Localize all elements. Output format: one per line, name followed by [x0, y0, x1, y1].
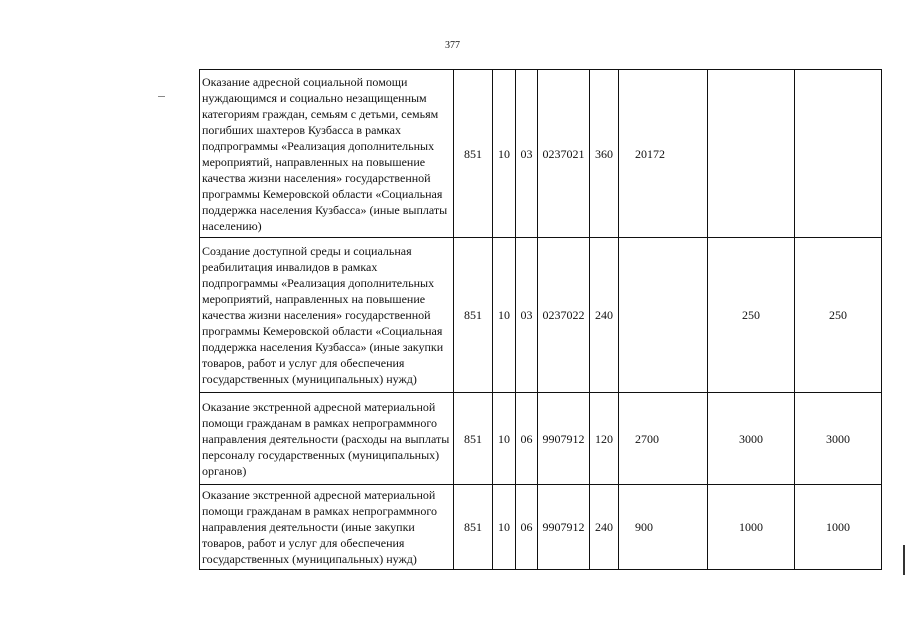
section-code: 10	[493, 485, 516, 570]
amount-1: 2700	[619, 393, 708, 485]
subsection-code: 03	[516, 238, 538, 393]
amount-1	[619, 238, 708, 393]
expense-type-code: 120	[590, 393, 619, 485]
amount-2	[708, 70, 795, 238]
expense-type-code: 360	[590, 70, 619, 238]
table-row	[200, 70, 882, 238]
amount-2: 1000	[708, 485, 795, 570]
section-code: 10	[493, 238, 516, 393]
amount-3	[795, 70, 882, 238]
subsection-code: 06	[516, 393, 538, 485]
section-code: 10	[493, 393, 516, 485]
target-article-code: 0237022	[538, 238, 590, 393]
expense-type-code: 240	[590, 238, 619, 393]
row-description: Оказание адресной социальной помощи нуждающимся и социально незащищенным категориям граждан, семьям с детьми, семьям погибших шахтеров Кузбасса в рамках подпрограммы «Реализация дополнительных мероприятий, направленных на повышение качества жизни населения» государственной программы Кемеровской области «Социальная поддержка населения Кузбасса» (иные выплаты населению)	[200, 70, 454, 238]
ministry-code: 851	[454, 238, 493, 393]
subsection-code: 06	[516, 485, 538, 570]
amount-2: 250	[708, 238, 795, 393]
table-row	[200, 485, 882, 570]
target-article-code: 9907912	[538, 485, 590, 570]
subsection-code: 03	[516, 70, 538, 238]
ministry-code: 851	[454, 393, 493, 485]
expense-type-code: 240	[590, 485, 619, 570]
row-description: Оказание экстренной адресной материальной помощи гражданам в рамках непрограммного направления деятельности (расходы на выплаты персоналу государственных (муниципальных) органов)	[200, 393, 454, 485]
target-article-code: 9907912	[538, 393, 590, 485]
amount-3: 1000	[795, 485, 882, 570]
section-code: 10	[493, 70, 516, 238]
margin-mark	[158, 96, 165, 97]
amount-2: 3000	[708, 393, 795, 485]
amount-1: 20172	[619, 70, 708, 238]
ministry-code: 851	[454, 70, 493, 238]
page-number: 377	[445, 40, 460, 51]
row-description: Создание доступной среды и социальная реабилитация инвалидов в рамках подпрограммы «Реализация дополнительных мероприятий, направленных на повышение качества жизни населения» государственной программы Кемеровской области «Социальная поддержка населения Кузбасса» (иные закупки товаров, работ и услуг для обеспечения государственных (муниципальных) нужд)	[200, 238, 454, 393]
amount-1: 900	[619, 485, 708, 570]
target-article-code: 0237021	[538, 70, 590, 238]
table-row	[200, 393, 882, 485]
ministry-code: 851	[454, 485, 493, 570]
amount-3: 250	[795, 238, 882, 393]
table-row	[200, 238, 882, 393]
amount-3: 3000	[795, 393, 882, 485]
budget-table	[199, 69, 882, 570]
row-description: Оказание экстренной адресной материальной помощи гражданам в рамках непрограммного направления деятельности (иные закупки товаров, работ и услуг для обеспечения государственных (муниципальных) нужд)	[200, 485, 454, 570]
